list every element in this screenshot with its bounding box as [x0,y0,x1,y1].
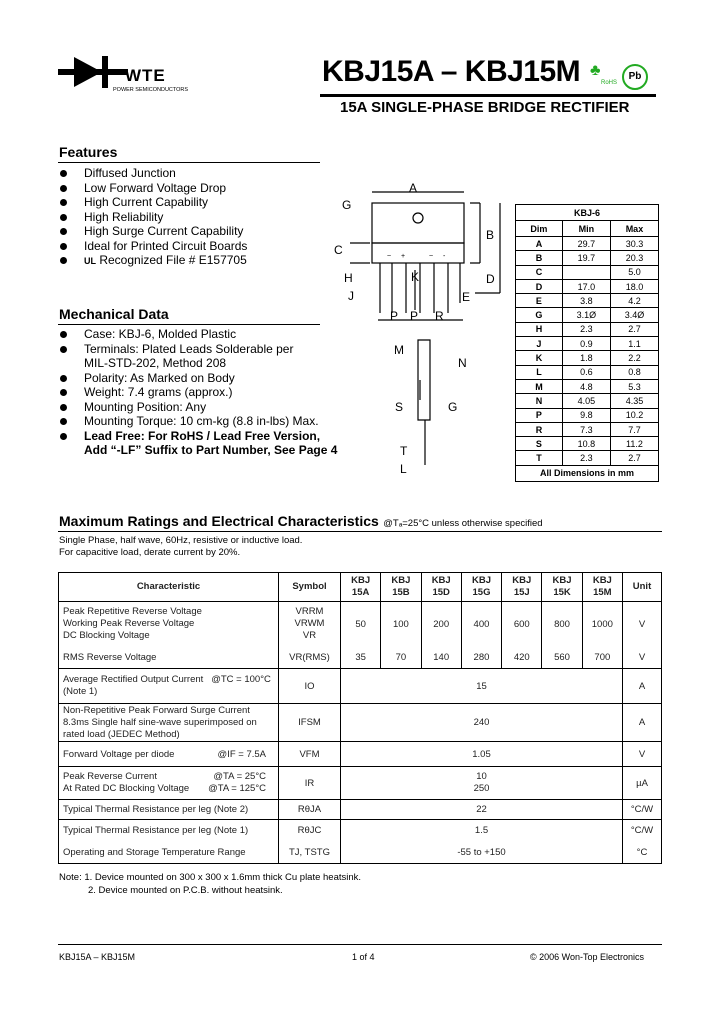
dim-cell: N [516,394,563,408]
note-2: 2. Device mounted on P.C.B. without heatsink. [88,885,283,896]
dim-cell: K [516,351,563,365]
dimension-table [515,204,659,482]
dim-cell: P [516,408,563,422]
list-item: Diffused Junction [58,166,247,181]
dim-label-s: S [395,400,404,414]
value-cell: 1.05 [341,742,623,767]
value-cell: 140 [421,647,461,669]
symbol-cell: IO [279,669,341,704]
col-header: Max [610,221,658,237]
col-header-part: KBJ 15G [461,573,501,602]
symbol-cell: IFSM [279,704,341,742]
max-cell: 5.0 [610,265,658,279]
ratings-note-1: Single Phase, half wave, 60Hz, resistive or inductive load. [59,535,303,546]
min-cell: 9.8 [562,408,610,422]
pb-label: Pb [628,71,642,82]
page-number: 1 of 4 [352,952,375,962]
min-cell: 1.8 [562,351,610,365]
dim-cell: S [516,437,563,451]
dim-row [516,251,659,265]
value-cell: 240 [341,704,623,742]
unit-cell: V [623,647,662,669]
list-item: Mounting Torque: 10 cm-kg (8.8 in-lbs) Max. [58,414,337,429]
char-cell: Peak Repetitive Reverse Voltage Working Peak Reverse Voltage DC Blocking Voltage [59,602,279,647]
dim-label-h: H [344,271,353,285]
divider [58,531,662,532]
max-cell: 10.2 [610,408,658,422]
min-cell [562,265,610,279]
max-cell: 2.7 [610,322,658,336]
divider [58,324,320,325]
dim-row [516,451,659,465]
dim-row [516,265,659,279]
value-cell: 800 [542,602,582,647]
col-header-part: KBJ 15D [421,573,461,602]
ratings-condition: @Tₐ=25°C unless otherwise specified [383,518,543,529]
ratings-heading: Maximum Ratings and Electrical Characteristics [59,513,379,529]
footer-copyright: © 2006 Won-Top Electronics [530,952,645,962]
dim-label-a: A [409,181,418,195]
col-header-part: KBJ 15A [341,573,381,602]
min-cell: 3.1Ø [562,308,610,322]
min-cell: 10.8 [562,437,610,451]
value-cell: 22 [341,800,623,820]
col-header: Dim [516,221,563,237]
dim-cell: T [516,451,563,465]
value-cell: 35 [341,647,381,669]
dim-row [516,294,659,308]
value-cell: 10 250 [341,767,623,800]
value-cell: 200 [421,602,461,647]
dim-table-footer: All Dimensions in mm [516,465,659,481]
lead-free-icon [622,64,648,90]
dim-table-title: KBJ-6 [516,205,659,221]
min-cell: 0.9 [562,337,610,351]
value-cell: -55 to +150 [341,842,623,864]
min-cell: 2.3 [562,322,610,336]
min-cell: 0.6 [562,365,610,379]
features-list [58,166,247,268]
dim-label-b: B [486,228,495,242]
value-cell: 1000 [582,602,622,647]
dim-label-l: L [400,462,407,476]
dim-row [516,394,659,408]
list-item: Lead Free: For RoHS / Lead Free Version, [58,429,337,444]
list-item: High Surge Current Capability [58,224,247,239]
char-cell: Operating and Storage Temperature Range [59,842,279,864]
dim-label-k: K [411,270,420,284]
dim-cell: L [516,365,563,379]
dim-cell: D [516,279,563,293]
char-cell: RMS Reverse Voltage [59,647,279,669]
value-cell: 100 [381,602,421,647]
col-header-part: KBJ 15J [502,573,542,602]
unit-cell: µA [623,767,662,800]
char-cell: Average Rectified Output Current @TC = 100°C (Note 1) [59,669,279,704]
dim-cell: G [516,308,563,322]
max-cell: 20.3 [610,251,658,265]
dim-row [516,422,659,436]
symbol-cell: RθJA [279,800,341,820]
symbol-cell: VR(RMS) [279,647,341,669]
dim-row [516,437,659,451]
page-subtitle: 15A SINGLE-PHASE BRIDGE RECTIFIER [340,99,630,116]
list-item: Terminals: Plated Leads Solderable per [58,342,337,357]
mechanical-heading: Mechanical Data [59,306,169,322]
list-item-text: Recognized File # E157705 [99,253,247,267]
dim-cell: R [516,422,563,436]
list-item: Ideal for Printed Circuit Boards [58,239,247,254]
list-item: MIL-STD-202, Method 208 [84,356,227,370]
max-cell: 4.2 [610,294,658,308]
min-cell: 7.3 [562,422,610,436]
dim-label-g: G [342,198,352,212]
symbol-cell: VFM [279,742,341,767]
symbol-cell: TJ, TSTG [279,842,341,864]
unit-cell: A [623,704,662,742]
unit-cell: °C [623,842,662,864]
char-cell: Forward Voltage per diode @IF = 7.5A [59,742,279,767]
col-header-part: KBJ 15B [381,573,421,602]
unit-cell: V [623,742,662,767]
max-cell: 2.2 [610,351,658,365]
max-cell: 11.2 [610,437,658,451]
dim-label-r: R [435,309,444,323]
value-cell: 50 [341,602,381,647]
list-item: Mounting Position: Any [58,400,337,415]
value-cell: 70 [381,647,421,669]
dim-cell: H [516,322,563,336]
char-cell: Typical Thermal Resistance per leg (Note 2) [59,800,279,820]
max-cell: 7.7 [610,422,658,436]
list-item [58,253,247,268]
logo-text: WTE [125,66,166,85]
min-cell: 4.8 [562,379,610,393]
col-header-characteristic: Characteristic [59,573,279,602]
char-cell: Typical Thermal Resistance per leg (Note 1) [59,820,279,842]
dim-row [516,365,659,379]
symbol-cell: VRRM VRWM VR [279,602,341,647]
dim-row [516,237,659,251]
col-header-part: KBJ 15K [542,573,582,602]
min-cell: 2.3 [562,451,610,465]
dim-row [516,351,659,365]
max-cell: 30.3 [610,237,658,251]
dim-cell: M [516,379,563,393]
ratings-heading-row [59,513,543,531]
col-header-part: KBJ 15M [582,573,622,602]
note-1: Note: 1. Device mounted on 300 x 300 x 1.6mm thick Cu plate heatsink. [59,872,362,883]
dim-cell: B [516,251,563,265]
value-cell: 1.5 [341,820,623,842]
dim-label-m: M [394,343,404,357]
list-item: Polarity: As Marked on Body [58,371,337,386]
dim-row [516,337,659,351]
divider [58,162,320,163]
symbol-cell: RθJC [279,820,341,842]
list-item: Low Forward Voltage Drop [58,181,247,196]
dim-row [516,322,659,336]
pin-label: - [443,253,446,260]
dim-label-d: D [486,272,495,286]
unit-cell: V [623,602,662,647]
max-cell: 5.3 [610,379,658,393]
footer-rule [58,944,662,945]
dim-row [516,279,659,293]
symbol-cell: IR [279,767,341,800]
value-cell: 400 [461,602,501,647]
unit-cell: A [623,669,662,704]
value-cell: 600 [502,602,542,647]
dim-cell: E [516,294,563,308]
footer-part-range: KBJ15A – KBJ15M [59,952,136,962]
pin-label: ~ [429,253,434,260]
unit-cell: °C/W [623,820,662,842]
list-item: Weight: 7.4 grams (approx.) [58,385,337,400]
value-cell: 560 [542,647,582,669]
dim-label-j: J [348,289,354,303]
dim-label-p2: P [410,309,419,323]
pin-label: + [401,253,406,260]
max-cell: 18.0 [610,279,658,293]
dim-cell: C [516,265,563,279]
page-title: KBJ15A – KBJ15M [322,55,581,88]
char-cell: Peak Reverse Current @TA = 25°C At Rated DC Blocking Voltage @TA = 125°C [59,767,279,800]
col-header-unit: Unit [623,573,662,602]
min-cell: 19.7 [562,251,610,265]
value-cell: 420 [502,647,542,669]
max-cell: 4.35 [610,394,658,408]
char-cell: Non-Repetitive Peak Forward Surge Current 8.3ms Single half sine-wave superimposed on rated load (JEDEC Method) [59,704,279,742]
min-cell: 29.7 [562,237,610,251]
min-cell: 17.0 [562,279,610,293]
dim-label-t: T [400,444,408,458]
dim-label-c: C [334,243,343,257]
list-item: High Reliability [58,210,247,225]
rohs-label: RoHS [601,80,618,86]
list-item: High Current Capability [58,195,247,210]
value-cell: 280 [461,647,501,669]
max-cell: 0.8 [610,365,658,379]
features-heading: Features [59,144,118,160]
min-cell: 3.8 [562,294,610,308]
logo-tagline: POWER SEMICONDUCTORS [113,87,189,93]
dim-cell: J [516,337,563,351]
max-cell: 1.1 [610,337,658,351]
dim-label-e: E [462,290,471,304]
col-header-symbol: Symbol [279,573,341,602]
value-cell: 15 [341,669,623,704]
max-cell: 3.4Ø [610,308,658,322]
unit-cell: °C/W [623,800,662,820]
max-cell: 2.7 [610,451,658,465]
package-outline-drawing [330,180,510,480]
dim-label-p: P [390,309,399,323]
dim-cell: A [516,237,563,251]
dim-row [516,379,659,393]
list-item: Add “-LF” Suffix to Part Number, See Page 4 [84,443,338,457]
pin-label: ~ [387,253,392,260]
mechanical-list [58,327,337,458]
dim-label-g2: G [448,400,458,414]
dim-row [516,308,659,322]
min-cell: 4.05 [562,394,610,408]
dim-label-n: N [458,356,467,370]
dim-row [516,408,659,422]
title-rule [320,94,656,97]
list-item: Case: KBJ-6, Molded Plastic [58,327,337,342]
value-cell: 700 [582,647,622,669]
ratings-note-2: For capacitive load, derate current by 20%. [59,547,241,558]
ratings-table [58,572,662,864]
col-header: Min [562,221,610,237]
rohs-tree-icon: ♣ [590,62,601,79]
ul-mark-icon: UL [84,256,96,266]
